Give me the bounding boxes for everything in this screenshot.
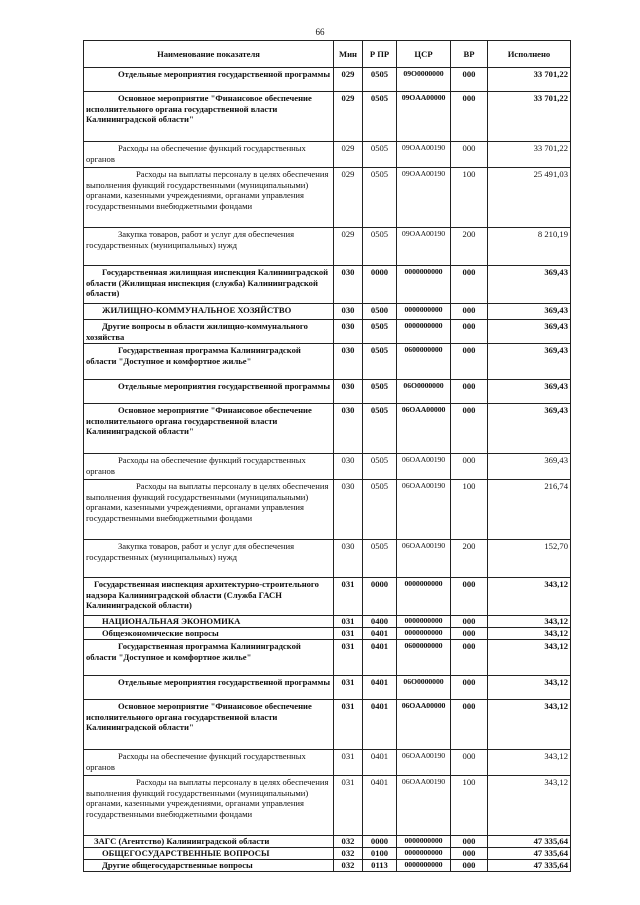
table-row bbox=[84, 68, 571, 92]
row-name: Отдельные мероприятия государственной программы bbox=[84, 676, 334, 700]
row-name: Расходы на выплаты персоналу в целях обеспечения выполнения функций государственными (муниципальными) органами, казенными учреждениями, органами управления государственными внебюджетными фондами bbox=[84, 776, 334, 836]
row-executed: 25 491,03 bbox=[488, 168, 571, 228]
row-min: 030 bbox=[334, 480, 363, 540]
row-name: Государственная инспекция архитектурно-строительного надзора Калининградской области (Служба ГАСН Калининградской области) bbox=[84, 578, 334, 616]
row-executed: 369,43 bbox=[488, 266, 571, 304]
row-rpr: 0500 bbox=[363, 304, 397, 320]
row-csr: 06OАА00000 bbox=[397, 700, 451, 750]
row-min: 030 bbox=[334, 344, 363, 380]
table-row bbox=[84, 454, 571, 480]
row-vr: 000 bbox=[451, 304, 488, 320]
row-vr: 000 bbox=[451, 616, 488, 628]
row-name: ОБЩЕГОСУДАРСТВЕННЫЕ ВОПРОСЫ bbox=[84, 848, 334, 860]
row-rpr: 0505 bbox=[363, 404, 397, 454]
row-csr: 0000000000 bbox=[397, 836, 451, 848]
row-min: 032 bbox=[334, 836, 363, 848]
row-rpr: 0505 bbox=[363, 380, 397, 404]
row-executed: 343,12 bbox=[488, 776, 571, 836]
row-vr: 000 bbox=[451, 68, 488, 92]
row-csr: 06OАА00190 bbox=[397, 776, 451, 836]
table-row bbox=[84, 266, 571, 304]
row-name: Закупка товаров, работ и услуг для обеспечения государственных (муниципальных) нужд bbox=[84, 540, 334, 578]
row-rpr: 0505 bbox=[363, 540, 397, 578]
row-rpr: 0113 bbox=[363, 860, 397, 872]
row-csr: 06O0000000 bbox=[397, 676, 451, 700]
row-vr: 000 bbox=[451, 92, 488, 142]
row-min: 029 bbox=[334, 92, 363, 142]
table-row bbox=[84, 616, 571, 628]
row-rpr: 0505 bbox=[363, 142, 397, 168]
row-min: 030 bbox=[334, 404, 363, 454]
row-min: 029 bbox=[334, 142, 363, 168]
row-executed: 369,43 bbox=[488, 404, 571, 454]
table-row bbox=[84, 304, 571, 320]
table-row bbox=[84, 750, 571, 776]
table-row bbox=[84, 344, 571, 380]
row-rpr: 0505 bbox=[363, 480, 397, 540]
row-csr: 0000000000 bbox=[397, 320, 451, 344]
row-csr: 09O0000000 bbox=[397, 68, 451, 92]
row-executed: 343,12 bbox=[488, 640, 571, 676]
row-vr: 000 bbox=[451, 836, 488, 848]
row-rpr: 0100 bbox=[363, 848, 397, 860]
row-csr: 0000000000 bbox=[397, 848, 451, 860]
table-row bbox=[84, 92, 571, 142]
row-min: 030 bbox=[334, 540, 363, 578]
page-number: 66 bbox=[315, 27, 325, 37]
row-csr: 0600000000 bbox=[397, 640, 451, 676]
row-vr: 000 bbox=[451, 848, 488, 860]
row-vr: 100 bbox=[451, 480, 488, 540]
row-rpr: 0505 bbox=[363, 92, 397, 142]
row-min: 029 bbox=[334, 228, 363, 266]
row-vr: 000 bbox=[451, 578, 488, 616]
table-row bbox=[84, 540, 571, 578]
row-executed: 33 701,22 bbox=[488, 92, 571, 142]
row-rpr: 0401 bbox=[363, 750, 397, 776]
row-rpr: 0505 bbox=[363, 228, 397, 266]
table-row bbox=[84, 836, 571, 848]
row-min: 030 bbox=[334, 266, 363, 304]
row-csr: 09OАА00190 bbox=[397, 142, 451, 168]
row-vr: 000 bbox=[451, 320, 488, 344]
row-csr: 09OАА00190 bbox=[397, 168, 451, 228]
row-rpr: 0505 bbox=[363, 454, 397, 480]
row-name: Основное мероприятие "Финансовое обеспечение исполнительного органа государственной власти Калининградской области" bbox=[84, 92, 334, 142]
row-rpr: 0505 bbox=[363, 68, 397, 92]
table-row bbox=[84, 640, 571, 676]
table-row bbox=[84, 676, 571, 700]
row-vr: 000 bbox=[451, 404, 488, 454]
row-vr: 200 bbox=[451, 540, 488, 578]
row-min: 031 bbox=[334, 640, 363, 676]
row-name: Другие общегосударственные вопросы bbox=[84, 860, 334, 872]
header-csr: ЦСР bbox=[397, 41, 451, 68]
row-name: Отдельные мероприятия государственной программы bbox=[84, 68, 334, 92]
row-executed: 343,12 bbox=[488, 700, 571, 750]
row-csr: 0000000000 bbox=[397, 628, 451, 640]
row-vr: 100 bbox=[451, 168, 488, 228]
row-csr: 0000000000 bbox=[397, 616, 451, 628]
row-rpr: 0401 bbox=[363, 700, 397, 750]
row-csr: 0600000000 bbox=[397, 344, 451, 380]
row-executed: 369,43 bbox=[488, 344, 571, 380]
table-row bbox=[84, 320, 571, 344]
row-min: 031 bbox=[334, 616, 363, 628]
row-name: Расходы на выплаты персоналу в целях обеспечения выполнения функций государственными (муниципальными) органами, казенными учреждениями, органами управления государственными внебюджетными фондами bbox=[84, 480, 334, 540]
row-vr: 000 bbox=[451, 266, 488, 304]
row-vr: 000 bbox=[451, 676, 488, 700]
row-name: Расходы на обеспечение функций государственных органов bbox=[84, 750, 334, 776]
row-name: Другие вопросы в области жилищно-коммунального хозяйства bbox=[84, 320, 334, 344]
row-min: 030 bbox=[334, 380, 363, 404]
row-executed: 33 701,22 bbox=[488, 68, 571, 92]
header-rpr: Р ПР bbox=[363, 41, 397, 68]
row-vr: 000 bbox=[451, 860, 488, 872]
row-rpr: 0000 bbox=[363, 836, 397, 848]
row-min: 029 bbox=[334, 168, 363, 228]
table-header-row bbox=[84, 41, 571, 68]
row-name: Отдельные мероприятия государственной программы bbox=[84, 380, 334, 404]
table-row bbox=[84, 578, 571, 616]
row-min: 030 bbox=[334, 454, 363, 480]
row-name: Государственная программа Калининградской области "Доступное и комфортное жилье" bbox=[84, 640, 334, 676]
row-rpr: 0000 bbox=[363, 578, 397, 616]
row-name: Основное мероприятие "Финансовое обеспечение исполнительного органа государственной власти Калининградской области" bbox=[84, 700, 334, 750]
header-min: Мин bbox=[334, 41, 363, 68]
row-csr: 09OАА00000 bbox=[397, 92, 451, 142]
header-executed: Исполнено bbox=[488, 41, 571, 68]
row-csr: 06OАА00190 bbox=[397, 480, 451, 540]
row-name: Основное мероприятие "Финансовое обеспечение исполнительного органа государственной власти Калининградской области" bbox=[84, 404, 334, 454]
row-vr: 000 bbox=[451, 344, 488, 380]
row-min: 031 bbox=[334, 750, 363, 776]
row-executed: 47 335,64 bbox=[488, 836, 571, 848]
row-executed: 369,43 bbox=[488, 454, 571, 480]
table-row bbox=[84, 776, 571, 836]
row-rpr: 0505 bbox=[363, 344, 397, 380]
row-executed: 369,43 bbox=[488, 380, 571, 404]
row-executed: 343,12 bbox=[488, 628, 571, 640]
row-csr: 0000000000 bbox=[397, 578, 451, 616]
row-csr: 06OАА00190 bbox=[397, 540, 451, 578]
table-row bbox=[84, 228, 571, 266]
row-executed: 33 701,22 bbox=[488, 142, 571, 168]
row-rpr: 0401 bbox=[363, 776, 397, 836]
table-row bbox=[84, 380, 571, 404]
row-min: 031 bbox=[334, 628, 363, 640]
row-vr: 000 bbox=[451, 640, 488, 676]
row-executed: 216,74 bbox=[488, 480, 571, 540]
row-vr: 000 bbox=[451, 142, 488, 168]
table-row bbox=[84, 700, 571, 750]
row-csr: 0000000000 bbox=[397, 860, 451, 872]
table-row bbox=[84, 404, 571, 454]
row-vr: 100 bbox=[451, 776, 488, 836]
row-rpr: 0000 bbox=[363, 266, 397, 304]
row-rpr: 0400 bbox=[363, 616, 397, 628]
row-executed: 152,70 bbox=[488, 540, 571, 578]
row-min: 030 bbox=[334, 304, 363, 320]
table-row bbox=[84, 860, 571, 872]
table-row bbox=[84, 848, 571, 860]
row-name: Государственная жилищная инспекция Калининградской области (Жилищная инспекция (служба) Калининградской области) bbox=[84, 266, 334, 304]
row-executed: 343,12 bbox=[488, 578, 571, 616]
row-name: Расходы на выплаты персоналу в целях обеспечения выполнения функций государственными (муниципальными) органами, казенными учреждениями, органами управления государственными внебюджетными фондами bbox=[84, 168, 334, 228]
row-executed: 47 335,64 bbox=[488, 860, 571, 872]
row-csr: 09OАА00190 bbox=[397, 228, 451, 266]
row-csr: 0000000000 bbox=[397, 266, 451, 304]
table-row bbox=[84, 628, 571, 640]
row-name: Расходы на обеспечение функций государственных органов bbox=[84, 142, 334, 168]
row-executed: 8 210,19 bbox=[488, 228, 571, 266]
table-row bbox=[84, 168, 571, 228]
row-min: 030 bbox=[334, 320, 363, 344]
row-csr: 06O0000000 bbox=[397, 380, 451, 404]
row-rpr: 0401 bbox=[363, 628, 397, 640]
row-executed: 369,43 bbox=[488, 320, 571, 344]
row-min: 032 bbox=[334, 848, 363, 860]
row-executed: 369,43 bbox=[488, 304, 571, 320]
row-min: 031 bbox=[334, 776, 363, 836]
row-name: Расходы на обеспечение функций государственных органов bbox=[84, 454, 334, 480]
row-rpr: 0505 bbox=[363, 320, 397, 344]
row-min: 031 bbox=[334, 676, 363, 700]
row-executed: 343,12 bbox=[488, 616, 571, 628]
table-row bbox=[84, 142, 571, 168]
row-min: 032 bbox=[334, 860, 363, 872]
row-name: Общеэкономические вопросы bbox=[84, 628, 334, 640]
header-name: Наименование показателя bbox=[84, 41, 334, 68]
row-name: НАЦИОНАЛЬНАЯ ЭКОНОМИКА bbox=[84, 616, 334, 628]
row-vr: 000 bbox=[451, 454, 488, 480]
row-min: 029 bbox=[334, 68, 363, 92]
expenditure-table bbox=[83, 40, 571, 872]
row-csr: 06OАА00190 bbox=[397, 454, 451, 480]
row-rpr: 0401 bbox=[363, 676, 397, 700]
row-vr: 200 bbox=[451, 228, 488, 266]
row-vr: 000 bbox=[451, 750, 488, 776]
row-name: ЗАГС (Агентство) Калининградской области bbox=[84, 836, 334, 848]
row-executed: 343,12 bbox=[488, 676, 571, 700]
row-vr: 000 bbox=[451, 628, 488, 640]
row-csr: 0000000000 bbox=[397, 304, 451, 320]
header-vr: ВР bbox=[451, 41, 488, 68]
row-rpr: 0505 bbox=[363, 168, 397, 228]
row-executed: 47 335,64 bbox=[488, 848, 571, 860]
table-row bbox=[84, 480, 571, 540]
row-csr: 06OАА00190 bbox=[397, 750, 451, 776]
row-min: 031 bbox=[334, 578, 363, 616]
row-executed: 343,12 bbox=[488, 750, 571, 776]
row-min: 031 bbox=[334, 700, 363, 750]
row-vr: 000 bbox=[451, 380, 488, 404]
row-name: Закупка товаров, работ и услуг для обеспечения государственных (муниципальных) нужд bbox=[84, 228, 334, 266]
row-name: Государственная программа Калининградской области "Доступное и комфортное жилье" bbox=[84, 344, 334, 380]
row-name: ЖИЛИЩНО-КОММУНАЛЬНОЕ ХОЗЯЙСТВО bbox=[84, 304, 334, 320]
row-csr: 06OАА00000 bbox=[397, 404, 451, 454]
row-vr: 000 bbox=[451, 700, 488, 750]
row-rpr: 0401 bbox=[363, 640, 397, 676]
